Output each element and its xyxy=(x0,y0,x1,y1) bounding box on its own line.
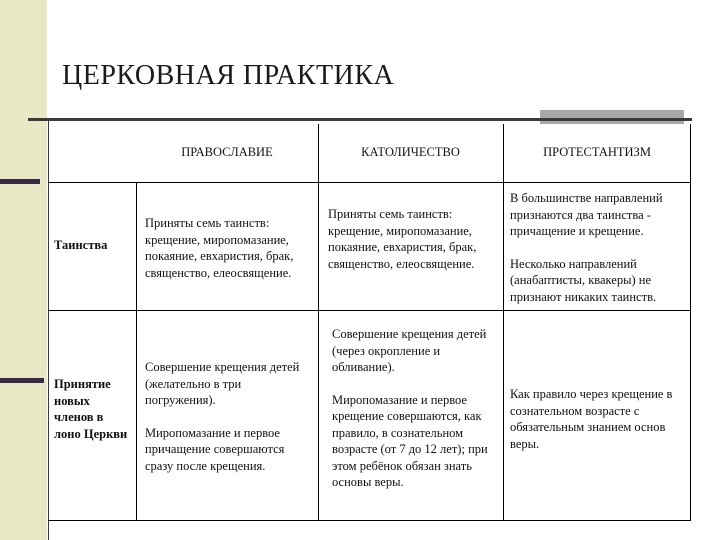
column-separator xyxy=(136,182,137,521)
title-divider-line xyxy=(28,118,692,121)
catholic-admission-text-2: Миропомазание и первое крещение совершаются, как правило, в сознательном возрасте (от 7 до 12 лет); при этом ребёнок обязан знать основы веры. xyxy=(332,392,488,489)
left-decorative-bar xyxy=(0,0,47,540)
cell-protestant-admission: Как правило через крещение в сознательном возрасте с обязательным знанием основ веры. xyxy=(510,387,673,451)
decorative-grey-block xyxy=(540,110,684,124)
cell-catholic-admission xyxy=(332,326,500,491)
accent-stripe-top xyxy=(0,179,40,184)
protestant-sacraments-text-1: В большинстве направлений признаются два таинства - причащение и крещение. xyxy=(510,191,663,238)
orthodox-admission-text-2: Миропомазание и первое причащение совершаются сразу после крещения. xyxy=(145,425,285,473)
page-title: ЦЕРКОВНАЯ ПРАКТИКА xyxy=(62,60,395,91)
row-separator xyxy=(48,310,691,311)
row-label-admission: Принятие новых членов в лоно Церкви xyxy=(54,377,128,441)
row-separator xyxy=(48,182,691,183)
accent-stripe-bottom xyxy=(0,378,44,383)
cell-protestant-sacraments xyxy=(510,190,690,305)
cell-catholic-sacraments: Приняты семь таинств: крещение, миропомазание, покаяние, евхаристия, брак, священство, елеосвящение. xyxy=(328,207,477,271)
header-protestantism: ПРОТЕСТАНТИЗМ xyxy=(543,145,651,159)
row-label-sacraments: Таинства xyxy=(54,238,108,252)
comparison-table xyxy=(48,124,691,521)
cell-orthodox-sacraments: Приняты семь таинств: крещение, миропомазание, покаяние, евхаристия, брак, священство, елеосвящение. xyxy=(145,216,294,280)
column-separator xyxy=(503,124,504,521)
protestant-sacraments-text-2: Несколько направлений (анабаптисты, квакеры) не признают никаких таинств. xyxy=(510,256,657,304)
column-separator xyxy=(318,124,319,521)
header-orthodoxy: ПРАВОСЛАВИЕ xyxy=(181,145,273,159)
catholic-admission-text-1: Совершение крещения детей (через окропление и обливание). xyxy=(332,327,487,374)
cell-orthodox-admission xyxy=(145,359,315,474)
header-catholicism: КАТОЛИЧЕСТВО xyxy=(361,145,460,159)
orthodox-admission-text-1: Совершение крещения детей (желательно в три погружения). xyxy=(145,360,300,407)
